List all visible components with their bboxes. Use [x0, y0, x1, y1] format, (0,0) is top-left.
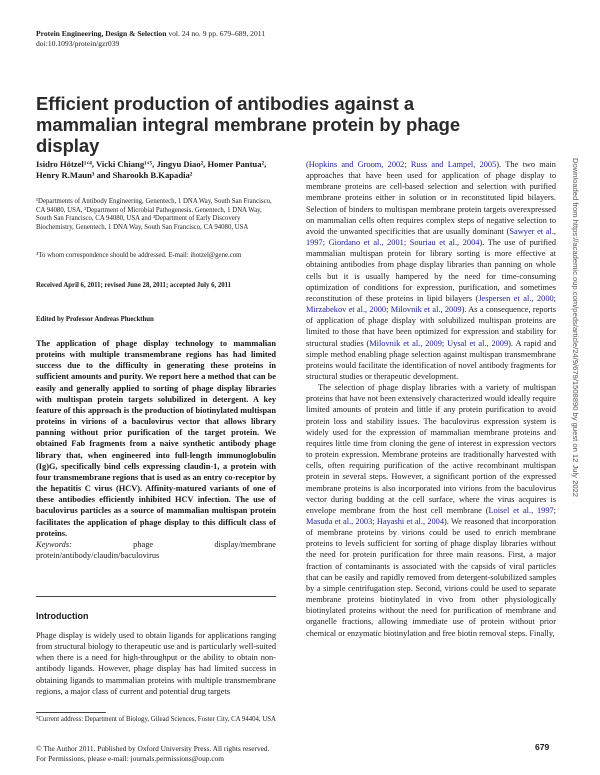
copyright-line: © The Author 2011. Published by Oxford University Press. All rights reserved. [36, 744, 270, 753]
page-number: 679 [535, 742, 550, 752]
footnote-divider [36, 712, 106, 713]
citation-link[interactable]: Loisel et al., 1997; Masuda et al., 2003; Hayashi et al., 2004 [306, 505, 556, 526]
citation-link[interactable]: Jespersen et al., 2000; Mirzabekov et al., 2000; Milovnik et al., 2009 [306, 293, 556, 315]
intro-heading: Introduction [36, 611, 89, 621]
keywords-label: Keywords: [36, 539, 72, 549]
copyright [36, 744, 269, 763]
citation-link[interactable]: Sawyer et al., 1997; Giordano et al., 2001; Souriau et al., 2004 [306, 226, 556, 248]
citation-link[interactable]: Hopkins and Groom, 2002; Russ and Lampel, 2005 [308, 160, 497, 169]
article-title: Efficient production of antibodies against a mammalian integral membrane protein by phage display [36, 93, 461, 156]
download-watermark: Downloaded from https://academic.oup.com/peds/article/24/9/679/1508890 by guest on 12 July 2022 [571, 158, 580, 497]
keywords-text: phage display/membrane protein/antibody/claudin/baculovirus [36, 539, 276, 560]
edited-by: Edited by Professor Andreas Plueckthun [36, 316, 154, 323]
footnote: ⁵Current address: Department of Biology, Gilead Sciences, Foster City, CA 94404, USA [36, 716, 276, 723]
permissions-line: For Permissions, please e-mail: journals.permissions@oup.com [36, 753, 225, 763]
abstract-text: The application of phage display technology to mammalian proteins with multiple transmembrane regions has had limited success due to the difficulty in generating these proteins in sufficient amounts and purity. We report here a method that can be easily and generally applied to sorting of phage display libraries with multispan protein targets solubilized in detergent. A key feature of this approach is the production of biotinylated multispan proteins in virions of a baculovirus vector that allows library panning without prior purification of the target protein. We obtained Fab fragments from a naive synthetic antibody phage library that, when engineered into full-length immunoglobulin (Ig)G, specifically bind cells expressing claudin-1, a protein with four transmembrane regions that is used as an entry co-receptor by the hepatitis C virus (HCV). Affinity-matured variants of one of these antibodies efficiently inhibited HCV infection. The use of baculovirus particles as a source of mammalian multispan protein facilitates the application of phage display to this difficult class of proteins. [36, 339, 276, 538]
journal-name: Protein Engineering, Design & Selection [36, 29, 167, 38]
section-divider [36, 596, 276, 597]
journal-doi: doi:10.1093/protein/gzr039 [36, 39, 120, 48]
author-list: Isidro Hötzel¹ʻ⁴, Vicki Chiang¹ʻ⁵, Jingyu Diao², Homer Pantua², Henry R.Maun³ and Sharookh B.Kapadia² [36, 159, 267, 181]
body-right-column [306, 159, 556, 639]
body-paragraph-1: (Hopkins and Groom, 2002; Russ and Lampel, 2005). The two main approaches that have been used for application of phage display to membrane proteins are cell-based selection and selection with purified membrane proteins either in solution or in reconstituted lipid bilayers. Selection of binders to multispan membrane protein targets overexpressed on mammalian cells often requires complex steps of negative selection to avoid the unwanted specificities that are usually dominant (Sawyer et al., 1997; Giordano et al., 2001; Souriau et al., 2004). The use of purified mammalian multispan protein for library sorting is more effective at obtaining antibodies from phage display libraries than panning on whole cells but it is usually hampered by the need for time-consuming optimization of conditions for expression, purification, and sometimes reconstitution of these proteins in lipid bilayers (Jespersen et al., 2000; Mirzabekov et al., 2000; Milovnik et al., 2009). As a consequence, reports of application of phage display with solubilized multispan proteins are limited to those that have been optimized for expression and stability for structural studies (Milovnik et al., 2009; Uysal et al., 2009). A rapid and simple method enabling phage selection against multispan transmembrane proteins would facilitate the identification of novel antibody fragments for structural studies or therapeutic development. [306, 160, 556, 381]
affiliations: ¹Departments of Antibody Engineering, Genentech, 1 DNA Way, South San Francisco, CA 94080, USA, ²Department of Microbial Pathogenesis, Genentech, 1 DNA Way, South San Francisco, CA 94080, USA and ³Department of Early Discovery Biochemistry, Genentech, 1 DNA Way, South San Francisco, CA 94080, USA [36, 198, 272, 231]
received-dates: Received April 6, 2011; revised June 28, 2011; accepted July 6, 2011 [36, 282, 232, 289]
correspondence: ⁴To whom correspondence should be addressed. E-mail: ihotzel@gene.com [36, 252, 242, 259]
journal-volume: vol. 24 no. 9 pp. 679–689, 2011 [166, 29, 266, 38]
intro-paragraph: Phage display is widely used to obtain ligands for applications ranging from structural biology to therapeutic use and is particularly well-suited when there is a need for high-throughput or the ability to obtain non-antibody ligands. However, phage display has had limited success in obtaining ligands to mammalian proteins with multiple transmembrane regions, a major class of current and potential drug targets [36, 631, 276, 696]
journal-header [36, 29, 265, 49]
abstract [36, 338, 276, 561]
body-paragraph-2: The selection of phage display libraries with a variety of multispan proteins that have not been extensively characterized would ideally require limited amounts of protein and little if any protein purification to avoid protein loss and stability issues. The baculovirus expression system is widely used for the expression of mammalian membrane proteins and requires little time from cloning the gene of interest in expression vectors to protein expression. Membrane proteins are traditionally harvested with cells, often requiring purification of the active recombinant multispan protein in several steps. However, a significant portion of the expressed membrane proteins is also incorporated into virions from the baculovirus vector during budding at the cell surface, where the virus acquires is envelope membrane from the host cell membrane (Loisel et al., 1997; Masuda et al., 2003; Hayashi et al., 2004). We reasoned that incorporation of membrane proteins by virions could be used to enrich membrane proteins to levels sufficient for sorting of phage display libraries without the need for protein purification for three main reasons. First, a major fraction of contaminants is associated with the capsids of viral particles that can be easily and rapidly removed from detergent-solubilized samples by a simple centrifugation step. Second, virions could be used to separate membrane proteins biotinylated in vivo from other physiologically biotinylated proteins without the need for purification of membrane and organelle fractions, allowing immediate use of protein without prior chemical or enzymatic biotinylation and free biotin removal steps. Finally, [306, 383, 556, 638]
citation-link[interactable]: Milovnik et al., 2009; Uysal et al., 2009 [369, 338, 509, 348]
